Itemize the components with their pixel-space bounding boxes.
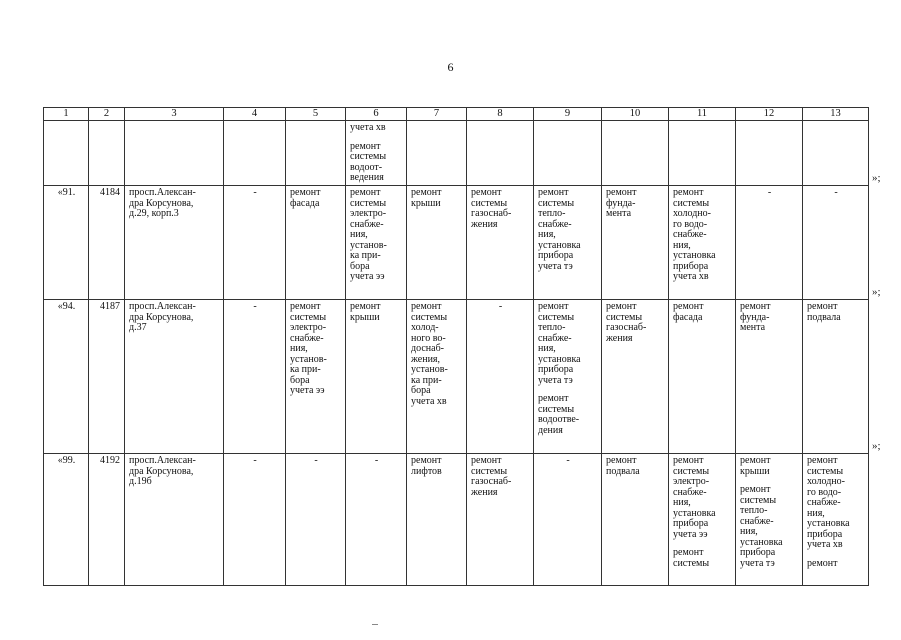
cell-line: - (314, 455, 318, 466)
cell-line: ремонт (350, 187, 381, 198)
table-cell (44, 121, 89, 186)
cell-line: ка при- (350, 250, 381, 261)
table-cell (89, 121, 125, 186)
cell-line: снабже- (673, 486, 707, 498)
table-cell (534, 121, 602, 186)
cell-line: установка (538, 239, 581, 251)
cell-line: ремонт (673, 455, 704, 466)
table-cell (669, 454, 736, 586)
table-cell (346, 454, 407, 586)
cell-line: ремонт (606, 187, 637, 198)
table-cell (669, 300, 736, 454)
cell-line: «94. (57, 301, 76, 312)
cell-line: жения (606, 332, 633, 344)
header-cell: 2 (89, 108, 125, 121)
cell-line: системы (471, 465, 508, 477)
table-cell (125, 121, 224, 186)
table-cell (669, 121, 736, 186)
table-cell (224, 121, 286, 186)
cell-line: снабже- (740, 515, 774, 527)
cell-line: бора (411, 385, 431, 396)
cell-line: ремонт (350, 301, 381, 312)
cell-line: ремонт (807, 301, 838, 312)
cell-line: ния, (290, 343, 308, 354)
cell-line: снабже- (807, 497, 841, 508)
cell-line: электро- (673, 476, 710, 487)
cell-line: системы (471, 197, 508, 209)
table-cell (602, 454, 669, 586)
table-cell (44, 186, 89, 300)
cell-line: «91. (57, 187, 76, 198)
header-cell: 1 (44, 108, 89, 121)
cell-line: снабже- (290, 332, 324, 344)
table-row (44, 300, 869, 454)
header-cell: 12 (736, 108, 803, 121)
cell-line: газоснаб- (606, 322, 647, 333)
cell-line: прибора (807, 528, 843, 540)
cell-line: доснаб- (411, 343, 444, 354)
cell-line: установка (807, 518, 850, 529)
cell-line: крыши (350, 311, 380, 323)
cell-line: системы (290, 311, 327, 323)
header-cell: 9 (534, 108, 602, 121)
cell-line: системы (411, 311, 448, 323)
table-cell (89, 454, 125, 586)
cell-line: - (253, 455, 257, 466)
cell-line: ремонт (606, 301, 637, 312)
table-row (44, 121, 869, 186)
cell-line: системы (606, 311, 643, 323)
table-cell (286, 186, 346, 300)
cell-line: лифтов (411, 465, 442, 477)
cell-line: ремонт (411, 187, 442, 198)
cell-line: прибора (538, 364, 574, 375)
cell-line: бора (290, 374, 310, 386)
cell-line: дра Корсунова, (129, 311, 194, 323)
cell-line: установка (673, 507, 716, 519)
table-cell (44, 454, 89, 586)
page-edge-mark (372, 624, 378, 625)
row-closing-mark: »; (872, 440, 881, 452)
table-cell (407, 454, 467, 586)
cell-line: тепло- (740, 505, 768, 516)
cell-line: подвала (606, 465, 640, 477)
table-cell (286, 300, 346, 454)
cell-line: дения (538, 424, 563, 436)
cell-line: системы (673, 557, 710, 569)
cell-line: - (374, 455, 379, 466)
table-cell (89, 300, 125, 454)
table-cell (407, 186, 467, 300)
cell-line: установ- (411, 364, 448, 375)
cell-line: ремонт (740, 455, 771, 466)
table-cell (736, 186, 803, 300)
cell-line: ремонт (673, 187, 704, 198)
cell-line: снабже- (350, 218, 384, 230)
table-cell (125, 454, 224, 586)
cell-line: системы (740, 494, 777, 506)
cell-line: системы (538, 311, 575, 323)
cell-line: подвала (807, 311, 841, 323)
cell-line: 4187 (100, 301, 120, 312)
cell-line: ния, (807, 507, 825, 519)
table-cell (467, 121, 534, 186)
cell-line: ремонт (471, 187, 502, 198)
cell-line: учета хв (807, 539, 843, 550)
table-cell (125, 300, 224, 454)
cell-line: ка при- (290, 364, 321, 375)
cell-line: учета ээ (350, 271, 385, 282)
table-cell (224, 186, 286, 300)
table-cell (224, 300, 286, 454)
cell-line: д.19б (129, 476, 152, 487)
table-cell (407, 121, 467, 186)
cell-line: го водо- (673, 218, 708, 230)
cell-line: учета тэ (538, 260, 573, 272)
table-cell (44, 300, 89, 454)
cell-line: установка (740, 536, 783, 548)
cell-line: «99. (57, 455, 76, 466)
cell-line: ремонт (290, 187, 321, 198)
cell-line: 4192 (100, 455, 120, 466)
cell-line: учета тэ (538, 374, 573, 386)
cell-line: системы (673, 197, 710, 209)
header-cell: 13 (803, 108, 869, 121)
cell-line: ремонт (807, 557, 838, 569)
header-cell: 7 (407, 108, 467, 121)
cell-line: фасада (673, 311, 703, 323)
cell-line: учета хв (673, 271, 709, 282)
cell-line: дра Корсунова, (129, 465, 194, 477)
cell-line: ремонт (673, 547, 704, 558)
cell-line: жения (471, 218, 498, 230)
header-cell: 6 (346, 108, 407, 121)
table-cell (286, 454, 346, 586)
table-cell (286, 121, 346, 186)
cell-line: ремонт (471, 455, 502, 466)
cell-line: холодно- (807, 476, 845, 487)
cell-line: системы (807, 465, 844, 477)
cell-line: ремонт (807, 455, 838, 466)
cell-line: газоснаб- (471, 208, 512, 219)
cell-line: водоотве- (538, 414, 580, 425)
cell-line: - (767, 187, 772, 198)
table-cell (669, 186, 736, 300)
cell-line: холод- (411, 322, 439, 333)
cell-line: - (498, 301, 503, 312)
cell-line: просп.Алексан- (129, 187, 196, 198)
header-cell: 5 (286, 108, 346, 121)
cell-line: электро- (350, 208, 387, 219)
cell-line: тепло- (538, 322, 566, 333)
cell-line: учета хв (411, 395, 447, 407)
cell-line: просп.Алексан- (129, 455, 196, 466)
cell-line: ремонт (538, 187, 569, 198)
header-cell: 10 (602, 108, 669, 121)
cell-line: водоот- (350, 161, 383, 173)
cell-line: ремонт (606, 455, 637, 466)
cell-line: учета ээ (290, 385, 325, 396)
header-cell: 11 (669, 108, 736, 121)
cell-line: учета ээ (673, 528, 708, 540)
cell-line: ния, (740, 526, 758, 537)
cell-line: газоснаб- (471, 476, 512, 487)
cell-line: прибора (538, 250, 574, 261)
table-cell (803, 121, 869, 186)
cell-line: тепло- (538, 208, 566, 219)
table-cell (534, 454, 602, 586)
table-cell (602, 186, 669, 300)
cell-line: - (834, 187, 838, 198)
table-cell (467, 300, 534, 454)
cell-line: установ- (290, 353, 327, 365)
cell-line: ремонт (740, 484, 771, 495)
cell-line: бора (350, 260, 370, 272)
cell-line: ния, (673, 239, 691, 251)
cell-line: снабже- (538, 332, 572, 344)
table-cell (602, 300, 669, 454)
table-cell (125, 186, 224, 300)
table-cell (346, 121, 407, 186)
cell-line: - (253, 187, 257, 198)
table-row (44, 454, 869, 586)
table-row (44, 186, 869, 300)
row-closing-mark: »; (872, 172, 881, 184)
table-cell (467, 454, 534, 586)
header-cell: 4 (224, 108, 286, 121)
cell-line: холодно- (673, 208, 711, 219)
cell-line: дра Корсунова, (129, 197, 194, 209)
table-cell (803, 454, 869, 586)
cell-line: д.37 (129, 322, 147, 333)
table-cell (736, 454, 803, 586)
table-cell (534, 300, 602, 454)
cell-line: фунда- (606, 197, 636, 209)
cell-line: просп.Алексан- (129, 301, 196, 312)
cell-line: го водо- (807, 486, 842, 498)
cell-line: мента (740, 322, 766, 333)
cell-line: ка при- (411, 374, 442, 386)
header-cell: 8 (467, 108, 534, 121)
cell-line: системы (350, 197, 387, 209)
row-closing-mark: »; (872, 286, 881, 298)
table-cell (346, 186, 407, 300)
cell-line: - (566, 455, 570, 466)
cell-line: системы (350, 151, 387, 162)
table-cell (803, 300, 869, 454)
table-cell (736, 300, 803, 454)
table-cell (736, 121, 803, 186)
cell-line: установ- (350, 239, 387, 251)
cell-line: фасада (290, 197, 320, 209)
table-cell (467, 186, 534, 300)
cell-line: крыши (740, 465, 770, 477)
cell-line: жения, (411, 353, 441, 365)
cell-line: прибора (673, 518, 709, 529)
cell-line: ремонт (411, 301, 442, 312)
cell-line: системы (538, 197, 575, 209)
cell-line: ния, (673, 497, 691, 508)
cell-line: ного во- (411, 332, 446, 344)
page-number: 6 (447, 60, 454, 74)
cell-line: ремонт (740, 301, 771, 312)
cell-line: д.29, корп.3 (129, 208, 179, 219)
cell-line: ведения (350, 172, 384, 183)
cell-line: снабже- (673, 229, 707, 240)
table-cell (407, 300, 467, 454)
cell-line: электро- (290, 322, 327, 333)
cell-line: ремонт (350, 140, 381, 152)
cell-line: установка (673, 250, 716, 261)
cell-line: снабже- (538, 218, 572, 230)
repair-schedule-table (43, 107, 869, 586)
header-cell: 3 (125, 108, 224, 121)
cell-line: ния, (538, 229, 556, 240)
header-row (44, 108, 869, 121)
table-cell (224, 454, 286, 586)
cell-line: ния, (538, 343, 556, 354)
cell-line: 4184 (100, 187, 120, 198)
table-cell (602, 121, 669, 186)
cell-line: фунда- (740, 311, 770, 323)
table-cell (534, 186, 602, 300)
cell-line: ремонт (290, 301, 321, 312)
cell-line: системы (673, 465, 710, 477)
cell-line: ремонт (673, 301, 704, 312)
cell-line: установка (538, 353, 581, 365)
table-cell (803, 186, 869, 300)
cell-line: системы (538, 403, 575, 415)
cell-line: учета хв (350, 122, 386, 133)
cell-line: жения (471, 486, 498, 498)
cell-line: - (253, 301, 257, 312)
cell-line: ремонт (411, 455, 442, 466)
table-cell (89, 186, 125, 300)
cell-line: крыши (411, 197, 441, 209)
cell-line: мента (606, 208, 632, 219)
cell-line: учета тэ (740, 557, 775, 569)
cell-line: ремонт (538, 301, 569, 312)
cell-line: прибора (740, 547, 776, 558)
table-cell (346, 300, 407, 454)
cell-line: прибора (673, 260, 709, 272)
cell-line: ния, (350, 229, 368, 240)
cell-line: ремонт (538, 393, 569, 404)
